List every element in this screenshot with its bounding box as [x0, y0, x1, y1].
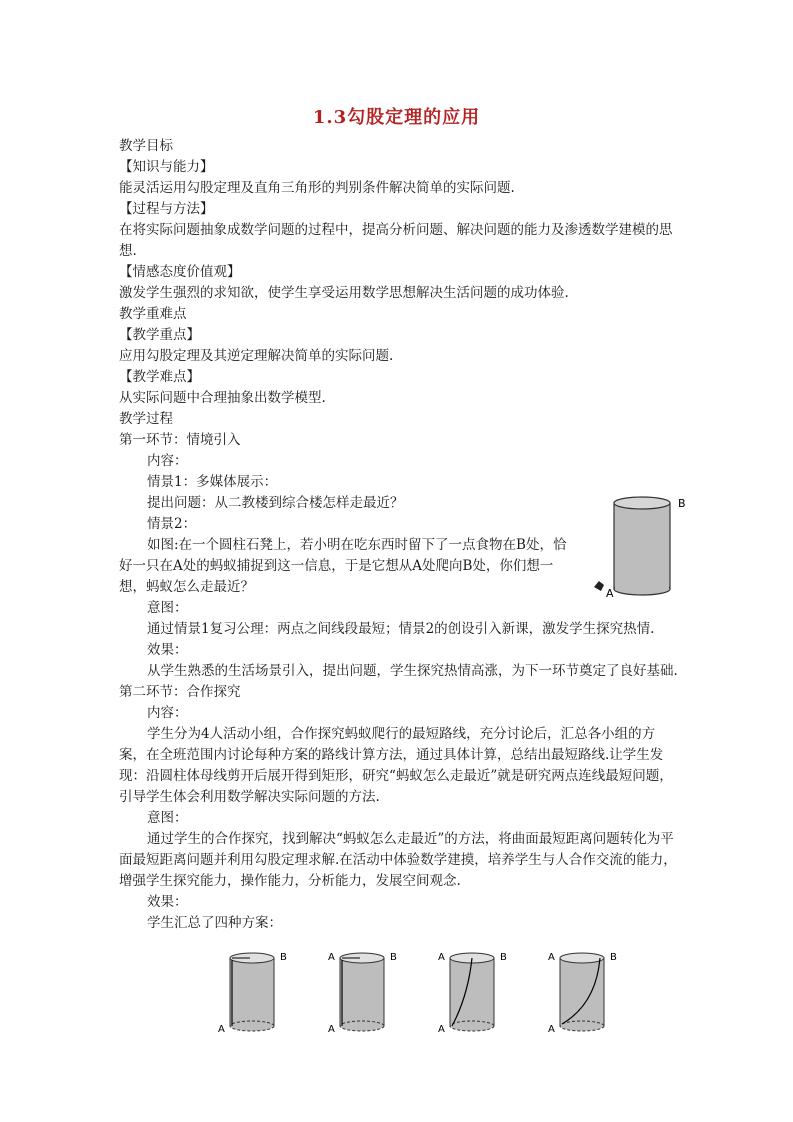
scheme-2 — [320, 946, 410, 1041]
paragraph: 在将实际问题抽象成数学问题的过程中，提高分析问题、解决问题的能力及渗透数学建模的思想. — [119, 222, 673, 259]
paragraph: 如图:在一个圆柱石凳上，若小明在吃东西时留下了一点食物在B处，恰好一只在A处的蚂蚁捕捉到这一信息，于是它想从A处爬向B处，你们想一想，蚂蚁怎么走最近？ — [119, 537, 567, 595]
scheme-4 — [540, 946, 630, 1041]
schemes-figure — [210, 946, 630, 1046]
label: 内容： — [147, 705, 188, 721]
label-a: A — [606, 587, 614, 600]
page-title: 1.3勾股定理的应用 — [312, 107, 481, 128]
label-a-bottom: A — [438, 1024, 445, 1035]
stage-heading: 第二环节：合作探究 — [119, 684, 241, 700]
section-heading: 教学过程 — [119, 411, 173, 427]
paragraph: 学生汇总了四种方案： — [147, 915, 282, 931]
paragraph: 提出问题：从二教楼到综合楼怎样走最近？ — [147, 495, 404, 511]
label-a: A — [438, 952, 445, 963]
label-b: B — [390, 952, 397, 963]
label-b: B — [678, 497, 686, 510]
paragraph: 学生分为4人活动小组，合作探究蚂蚁爬行的最短路线，充分讨论后，汇总各小组的方案，在全班范围内讨论每种方案的路线计算方法，通过具体计算，总结出最短路线.让学生发现：沿圆柱体母线剪开后展开得到矩形，研究“蚂蚁怎么走最近”就是研究两点连线最短问题，引导学生体会利用数学解决实际问题的方法. — [119, 726, 673, 805]
paragraph: 能灵活运用勾股定理及直角三角形的判别条件解决简单的实际问题. — [119, 180, 515, 196]
cylinder-figure — [586, 491, 696, 610]
stage-heading: 第一环节：情境引入 — [119, 432, 241, 448]
label-a: A — [218, 1024, 225, 1035]
scheme-3 — [430, 946, 520, 1041]
ant-icon — [594, 581, 604, 591]
scheme-1 — [210, 946, 300, 1041]
label-b: B — [280, 952, 287, 963]
label-a: A — [548, 952, 555, 963]
subheading: 【情感态度价值观】 — [119, 264, 241, 280]
label-a: A — [328, 952, 335, 963]
label: 效果： — [147, 642, 188, 658]
label: 意图： — [147, 810, 188, 826]
paragraph: 激发学生强烈的求知欲，使学生享受运用数学思想解决生活问题的成功体验. — [119, 285, 569, 301]
cylinder-illustration — [586, 491, 696, 606]
paragraph: 从学生熟悉的生活场景引入，提出问题，学生探究热情高涨，为下一环节奠定了良好基础. — [147, 663, 678, 679]
subheading: 【教学难点】 — [119, 369, 200, 385]
label-a-bottom: A — [328, 1024, 335, 1035]
subheading: 【过程与方法】 — [119, 201, 214, 217]
paragraph: 通过学生的合作探究，找到解决“蚂蚁怎么走最近”的方法，将曲面最短距离问题转化为平面最短距离问题并利用勾股定理求解.在活动中体验数学建摸，培养学生与人合作交流的能力，增强学生探究能力，操作能力，分析能力，发展空间观念. — [119, 831, 677, 889]
paragraph: 通过情景1复习公理：两点之间线段最短；情景2的创设引入新课，激发学生探究热情. — [147, 621, 655, 637]
section-heading: 教学重难点 — [119, 306, 187, 322]
label-a-bottom: A — [548, 1024, 555, 1035]
paragraph: 从实际问题中合理抽象出数学模型. — [119, 390, 326, 406]
label: 内容： — [147, 453, 188, 469]
paragraph: 情景2： — [147, 516, 197, 532]
label-b: B — [610, 952, 617, 963]
subheading: 【教学重点】 — [119, 327, 200, 343]
paragraph: 应用勾股定理及其逆定理解决简单的实际问题. — [119, 348, 394, 364]
label-b: B — [500, 952, 507, 963]
label: 效果： — [147, 894, 188, 910]
paragraph: 情景1：多媒体展示： — [147, 474, 278, 490]
subheading: 【知识与能力】 — [119, 159, 214, 175]
section-heading: 教学目标 — [119, 138, 173, 154]
label: 意图： — [147, 600, 188, 616]
